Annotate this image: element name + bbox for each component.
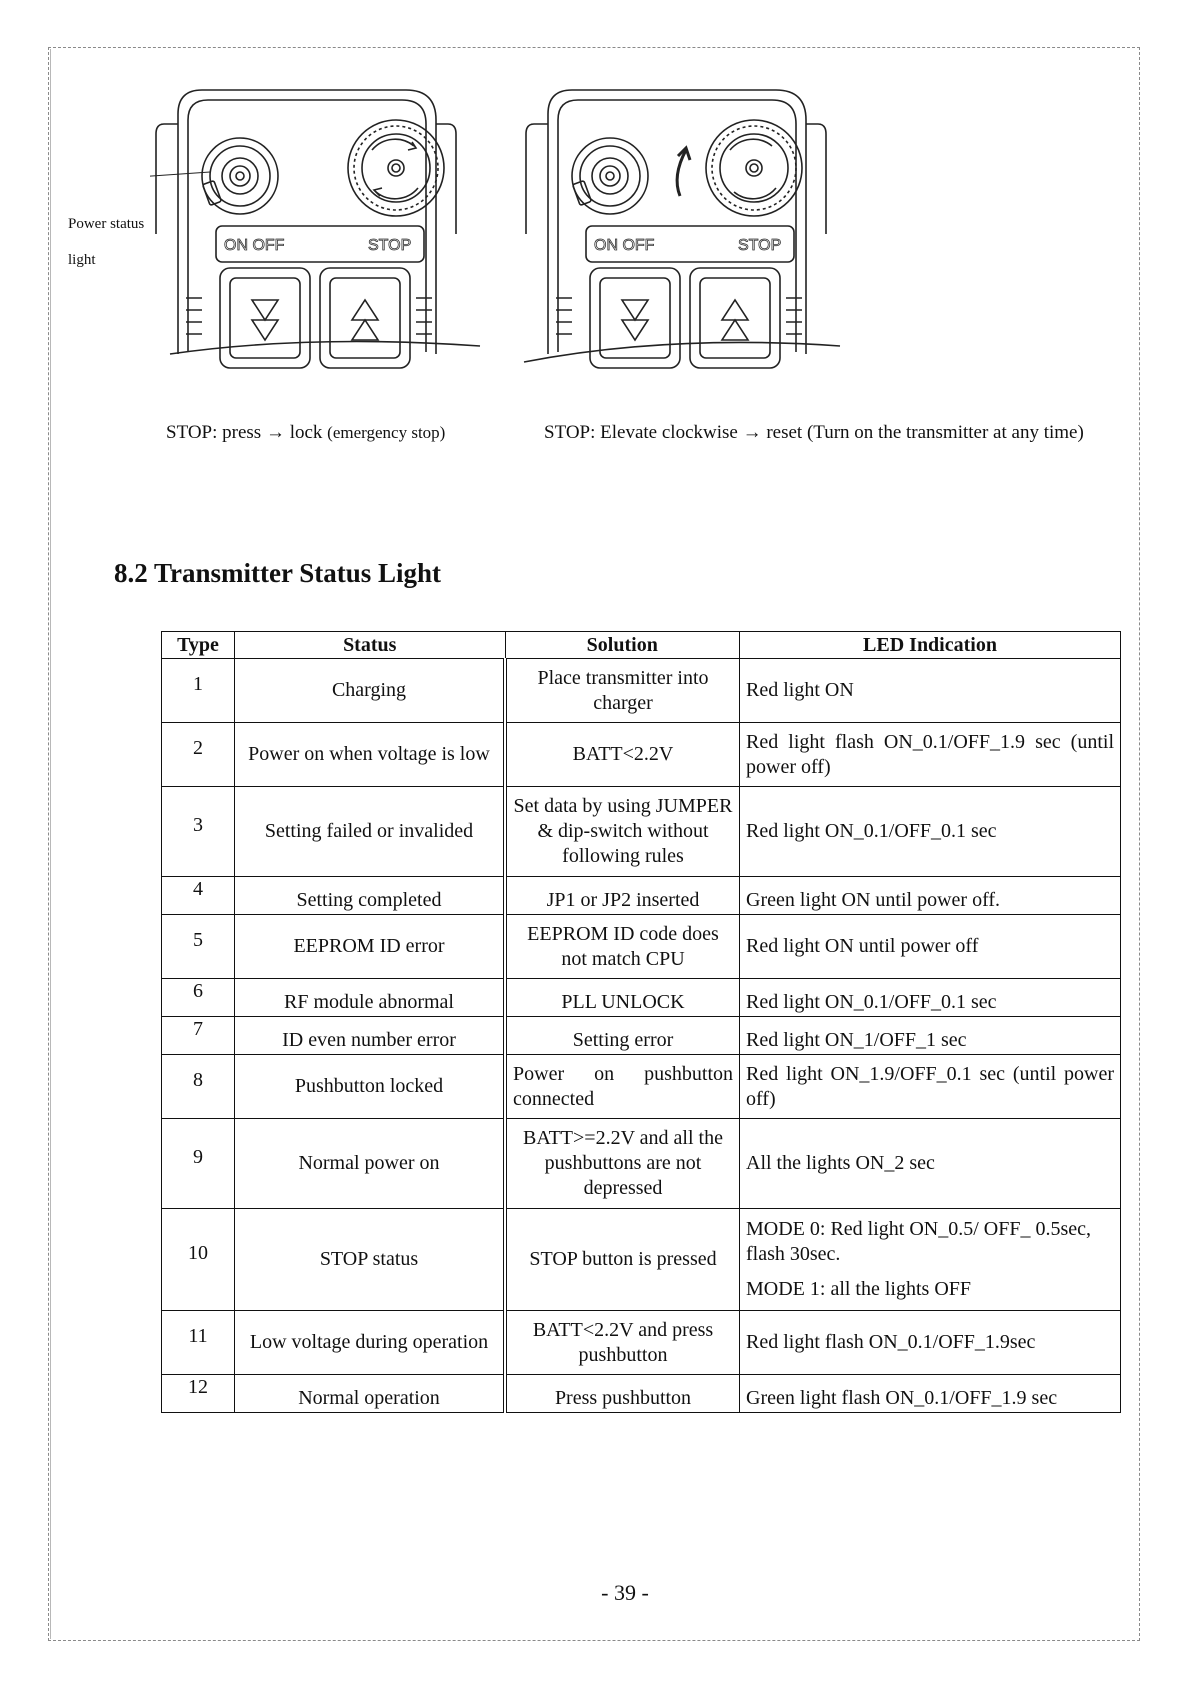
row-solution: Set data by using JUMPER & dip-switch without following rules xyxy=(505,787,740,877)
row-type: 10 xyxy=(188,1242,208,1264)
row-status: Low voltage during operation xyxy=(235,1311,506,1375)
caption-press-lock-main: STOP: press → lock xyxy=(166,422,328,443)
transmitter-illustration-press xyxy=(150,84,500,384)
table-row xyxy=(162,1017,1121,1055)
row-type: 6 xyxy=(193,980,203,1002)
row-led: Red light flash ON_0.1/OFF_1.9sec xyxy=(740,1311,1121,1375)
header-led: LED Indication xyxy=(740,632,1121,659)
table-row xyxy=(162,1209,1121,1311)
table-header-row xyxy=(162,632,1121,659)
row-solution: Place transmitter into charger xyxy=(505,659,740,723)
table-row xyxy=(162,1055,1121,1119)
row-led: Red light ON_0.1/OFF_0.1 sec xyxy=(746,991,997,1013)
table-row xyxy=(162,723,1121,787)
row-solution: STOP button is pressed xyxy=(505,1209,740,1311)
caption-elevate-reset: STOP: Elevate clockwise → reset (Turn on the transmitter at any time) xyxy=(544,422,1084,443)
row-type: 1 xyxy=(193,673,203,695)
row-status: ID even number error xyxy=(282,1029,456,1051)
row-led: Red light flash ON_0.1/OFF_1.9 sec (until power off) xyxy=(740,723,1121,787)
row-type: 4 xyxy=(193,878,203,900)
row-type: 5 xyxy=(193,929,203,951)
row-type: 11 xyxy=(188,1325,208,1347)
row-status: Charging xyxy=(235,659,506,723)
table-row xyxy=(162,787,1121,877)
row-status: RF module abnormal xyxy=(284,991,454,1013)
row-solution: Power on pushbutton connected xyxy=(505,1055,740,1119)
page-number: - 39 - xyxy=(601,1580,649,1605)
power-status-label-line2: light xyxy=(68,252,96,268)
row-solution: Press pushbutton xyxy=(554,1387,692,1409)
row-type: 12 xyxy=(188,1376,208,1398)
header-solution: Solution xyxy=(505,632,740,659)
row-status: Setting completed xyxy=(296,889,442,911)
row-status: Setting failed or invalided xyxy=(235,787,506,877)
stop-label: STOP xyxy=(738,237,782,254)
row-led: Green light ON until power off. xyxy=(746,889,1001,911)
table-row xyxy=(162,877,1121,915)
transmitter-illustration-reset xyxy=(520,84,850,384)
row-solution: Setting error xyxy=(572,1029,674,1051)
row-solution: PLL UNLOCK xyxy=(561,991,685,1013)
row-type: 2 xyxy=(193,737,203,759)
header-status: Status xyxy=(235,632,506,659)
table-row xyxy=(162,1119,1121,1209)
table-row xyxy=(162,979,1121,1017)
row-led: Red light ON_1/OFF_1 sec xyxy=(746,1029,967,1051)
row-led: Red light ON xyxy=(740,659,1121,723)
row-solution: BATT<2.2V xyxy=(505,723,740,787)
row-type: 7 xyxy=(193,1018,203,1040)
row-led: Red light ON_0.1/OFF_0.1 sec xyxy=(740,787,1121,877)
row-led: Red light ON until power off xyxy=(740,915,1121,979)
on-off-label: ON OFF xyxy=(594,237,655,254)
power-status-label-line1: Power status xyxy=(68,216,145,232)
row-led-mode1: MODE 1: all the lights OFF xyxy=(746,1278,972,1300)
stop-label: STOP xyxy=(368,237,412,254)
row-type: 9 xyxy=(193,1146,203,1168)
row-led-mode0: MODE 0: Red light ON_0.5/ OFF_ 0.5sec, flash 30sec. xyxy=(746,1218,1091,1265)
on-off-label: ON OFF xyxy=(224,237,285,254)
row-led: Red light ON_1.9/OFF_0.1 sec (until power off) xyxy=(740,1055,1121,1119)
table-row xyxy=(162,915,1121,979)
table-row xyxy=(162,1311,1121,1375)
caption-press-lock-note: (emergency stop) xyxy=(327,423,446,442)
row-type: 3 xyxy=(193,814,203,836)
table-row xyxy=(162,1375,1121,1413)
header-type: Type xyxy=(162,632,235,659)
status-light-table xyxy=(161,631,1121,1413)
row-status: EEPROM ID error xyxy=(235,915,506,979)
row-status: Pushbutton locked xyxy=(235,1055,506,1119)
row-type: 8 xyxy=(193,1069,203,1091)
row-status: STOP status xyxy=(235,1209,506,1311)
section-title: 8.2 Transmitter Status Light xyxy=(114,558,442,588)
row-led: All the lights ON_2 sec xyxy=(740,1119,1121,1209)
row-status: Normal operation xyxy=(298,1387,440,1409)
caption-press-lock xyxy=(166,422,445,444)
row-solution: JP1 or JP2 inserted xyxy=(546,889,700,911)
row-led: Green light flash ON_0.1/OFF_1.9 sec xyxy=(746,1387,1058,1409)
row-solution: BATT>=2.2V and all the pushbuttons are not depressed xyxy=(505,1119,740,1209)
row-status: Normal power on xyxy=(235,1119,506,1209)
table-row xyxy=(162,659,1121,723)
row-status: Power on when voltage is low xyxy=(235,723,506,787)
row-solution: EEPROM ID code does not match CPU xyxy=(505,915,740,979)
row-solution: BATT<2.2V and press pushbutton xyxy=(505,1311,740,1375)
